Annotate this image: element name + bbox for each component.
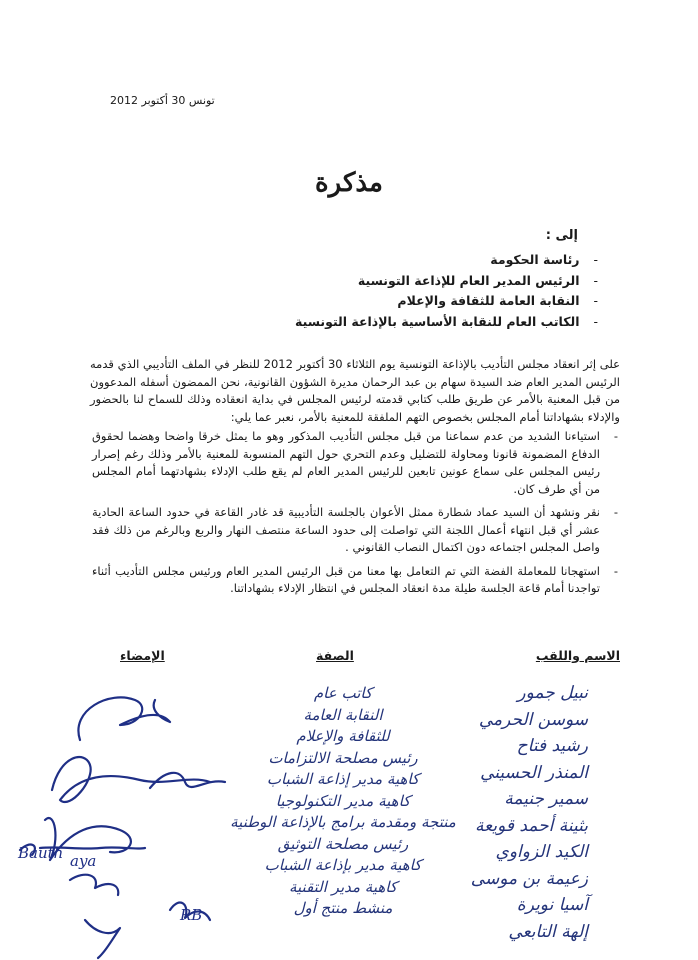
signer-quality: كاهية مدير بإذاعة الشباب bbox=[264, 856, 422, 874]
signatures-area bbox=[0, 670, 250, 960]
to-label: إلى : bbox=[545, 228, 578, 243]
intro-paragraph: على إثر انعقاد مجلس التأديب بالإذاعة التونسية يوم الثلاثاء 30 أكتوبر 2012 للنظر في الملف التأديبي الذي قدمه الرئيس المدير العام ضد السيدة سهام بن عبد الرحمان مديرة الشؤون القانونية، نحن الممضون أسفله المدعوون من قبل المعنية بالأمر عن طريق طلب كتابي قدمته لرئيس المجلس في بداية انعقاده وذلك للسماح لنا بالحضور والإدلاء بشهاداتنا أمام المجلس بخصوص التهم الملفقة للمعنية بالأمر، نعبر عما يلي: bbox=[90, 357, 620, 424]
points-list bbox=[92, 428, 602, 604]
names-column bbox=[471, 680, 588, 945]
point-item: - نقر ونشهد أن السيد عماد شطارة ممثل الأعوان بالجلسة التأديبية قد غادر القاعة في حدود الساعة الحادية عشر أي قبل انتهاء أعمال اللجنة التي تواصلت إلى حدود الساعة منتصف النهار والربع وبالرغم من ذلك فقد واصل المجلس اجتماعه دون اكتمال النصاب القانوني . bbox=[92, 504, 602, 557]
memo-date: تونس 30 أكتوبر 2012 bbox=[110, 94, 215, 107]
point-item: - استياءنا الشديد من عدم سماعنا من قبل مجلس التأديب المذكور وهو ما يمثل خرقا واضحا وهضما لحقوق الدفاع المضمونة قانونا ومحاولة للتضليل وعدم التحري حول التهم المنسوبة للمعنية بالأمر وذلك رغم إصرار رئيس المجلس على سماع عونين تابعين للرئيس المدير العام لم يقع طلب الإدلاء بشهادتهما أمام المجلس من أي طرف كان. bbox=[92, 428, 602, 498]
signer-name: زعيمة بن موسى bbox=[470, 868, 588, 889]
signature-scribble bbox=[78, 697, 170, 740]
signature-scribble bbox=[70, 875, 118, 895]
signature-scribble bbox=[85, 920, 120, 958]
signer-name: المنذر الحسيني bbox=[480, 762, 588, 783]
signer-quality: رئيس مصلحة الالتزامات bbox=[268, 748, 418, 767]
signature-lettering: Bauth bbox=[18, 844, 64, 862]
signer-name: بثينة أحمد قويعة bbox=[475, 815, 588, 836]
qualities-column bbox=[228, 683, 458, 920]
signer-name: نبيل جمور bbox=[517, 683, 588, 703]
signer-name: آسيا نويرة bbox=[516, 895, 588, 915]
signer-quality: رئيس مصلحة التوثيق bbox=[277, 834, 409, 853]
signer-name: إلهة التابعي bbox=[508, 921, 588, 942]
recipient-item: - رئاسة الحكومة bbox=[295, 250, 598, 271]
signature-lettering: RB bbox=[180, 906, 203, 924]
signer-name: سمير جنيمة bbox=[504, 789, 588, 809]
recipient-item: - النقابة العامة للثقافة والإعلام bbox=[295, 291, 598, 312]
signer-quality: كاهية مدير التقنية bbox=[288, 877, 398, 896]
signature-lettering: aya bbox=[70, 852, 97, 870]
signer-name: الكيد الزواوي bbox=[495, 842, 588, 862]
recipient-item: - الكاتب العام للنقابة الأساسية بالإذاعة التونسية bbox=[295, 312, 598, 333]
signer-name: رشيد فتاح bbox=[516, 736, 588, 756]
signer-quality: منتجة ومقدمة برامج بالإذاعة الوطنية bbox=[230, 813, 456, 831]
signer-quality: للثقافة والإعلام bbox=[296, 727, 390, 745]
signer-quality: منشط منتج أول bbox=[293, 899, 393, 917]
recipient-item: - الرئيس المدير العام للإذاعة التونسية bbox=[295, 271, 598, 292]
signer-quality: كاهية مدير إذاعة الشباب bbox=[266, 770, 420, 788]
signer-quality: كاتب عام bbox=[313, 684, 373, 702]
header-quality: الصفة bbox=[316, 648, 354, 663]
signature-scribble bbox=[52, 757, 210, 802]
recipients-list bbox=[295, 250, 598, 332]
signer-quality: النقابة العامة bbox=[303, 705, 383, 724]
memo-title: مذكرة bbox=[315, 168, 383, 198]
signature-table-headers bbox=[0, 648, 698, 668]
header-name: الاسم واللقب bbox=[535, 648, 620, 663]
point-item: - استهجانا للمعاملة الفضة التي تم التعامل بها معنا من قبل الرئيس المدير العام ورئيس مجلس التأديب أثناء تواجدنا أمام قاعة الجلسة طيلة مدة انعقاد المجلس في انتظار الإدلاء بشهاداتنا. bbox=[92, 563, 602, 598]
header-signature: الإمضاء bbox=[120, 648, 165, 663]
signer-quality: كاهية مدير التكنولوجيا bbox=[275, 791, 411, 810]
signer-name: سوسن الحرمي bbox=[478, 709, 588, 730]
